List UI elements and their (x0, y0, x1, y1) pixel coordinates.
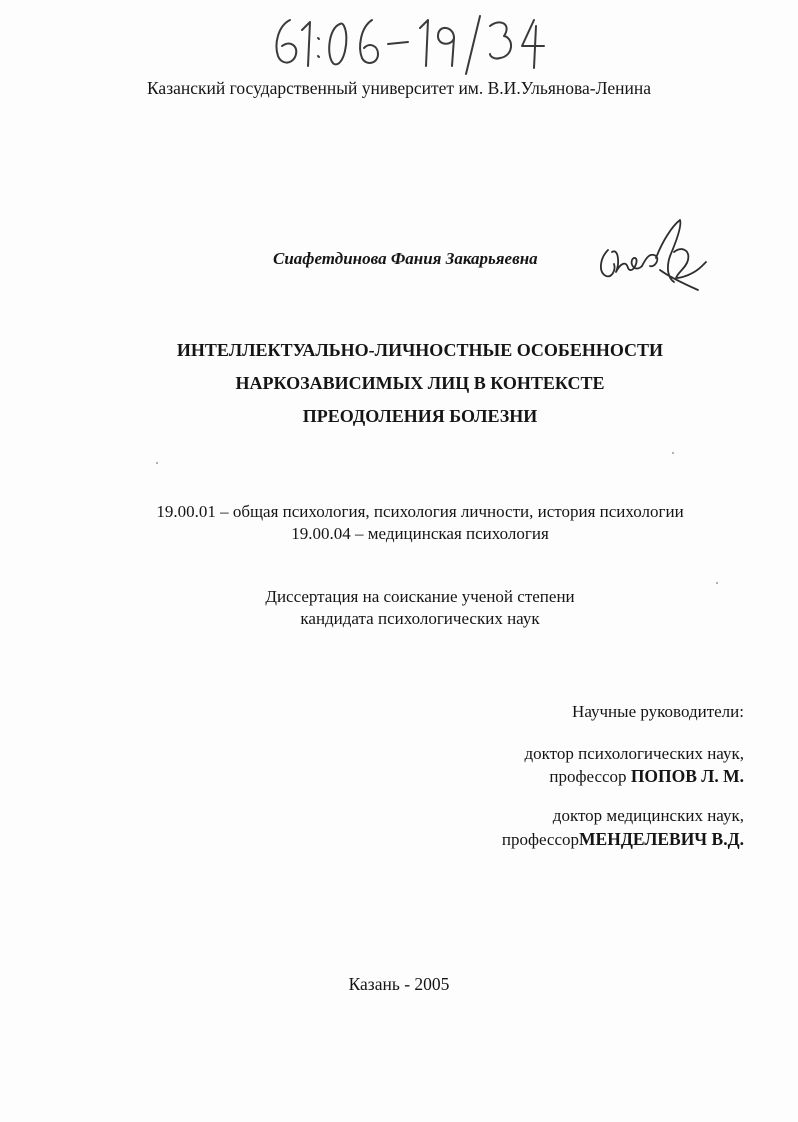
university-name: Казанский государственный университет им. В.И.Ульянова-Ленина (146, 78, 651, 98)
scan-speck (672, 452, 674, 454)
supervisor-1-line (549, 766, 744, 787)
handwritten-archive-number (268, 8, 558, 78)
supervisor-2-rank: профессор (501, 830, 580, 849)
supervisor-2-degree: доктор медицинских наук, (552, 806, 744, 825)
supervisor-1-degree: доктор психологических наук, (524, 744, 744, 763)
dissertation-type-line-1: Диссертация на соискание ученой степени (265, 587, 575, 606)
supervisor-1-rank: профессор (549, 767, 627, 786)
thesis-title-line-3: ПРЕОДОЛЕНИЯ БОЛЕЗНИ (302, 406, 538, 426)
supervisor-2-line (502, 829, 744, 850)
supervisor-2-name: МЕНДЕЛЕВИЧ В.Д. (579, 829, 744, 849)
author-name: Сиафетдинова Фания Закарьяевна (273, 249, 538, 268)
specialty-line-2: 19.00.04 – медицинская психология (291, 524, 549, 543)
thesis-title-line-2: НАРКОЗАВИСИМЫХ ЛИЦ В КОНТЕКСТЕ (235, 373, 605, 393)
supervisors-heading: Научные руководители: (572, 702, 744, 721)
scan-speck (716, 582, 718, 584)
thesis-title-line-1: ИНТЕЛЛЕКТУАЛЬНО-ЛИЧНОСТНЫЕ ОСОБЕННОСТИ (176, 340, 664, 360)
specialty-line-1: 19.00.01 – общая психология, психология личности, история психологии (156, 502, 684, 521)
scan-speck (156, 462, 158, 464)
supervisor-1-name: ПОПОВ Л. М. (630, 766, 744, 786)
city-year: Казань - 2005 (348, 974, 450, 994)
author-signature (590, 212, 720, 302)
dissertation-type-line-2: кандидата психологических наук (300, 609, 540, 628)
